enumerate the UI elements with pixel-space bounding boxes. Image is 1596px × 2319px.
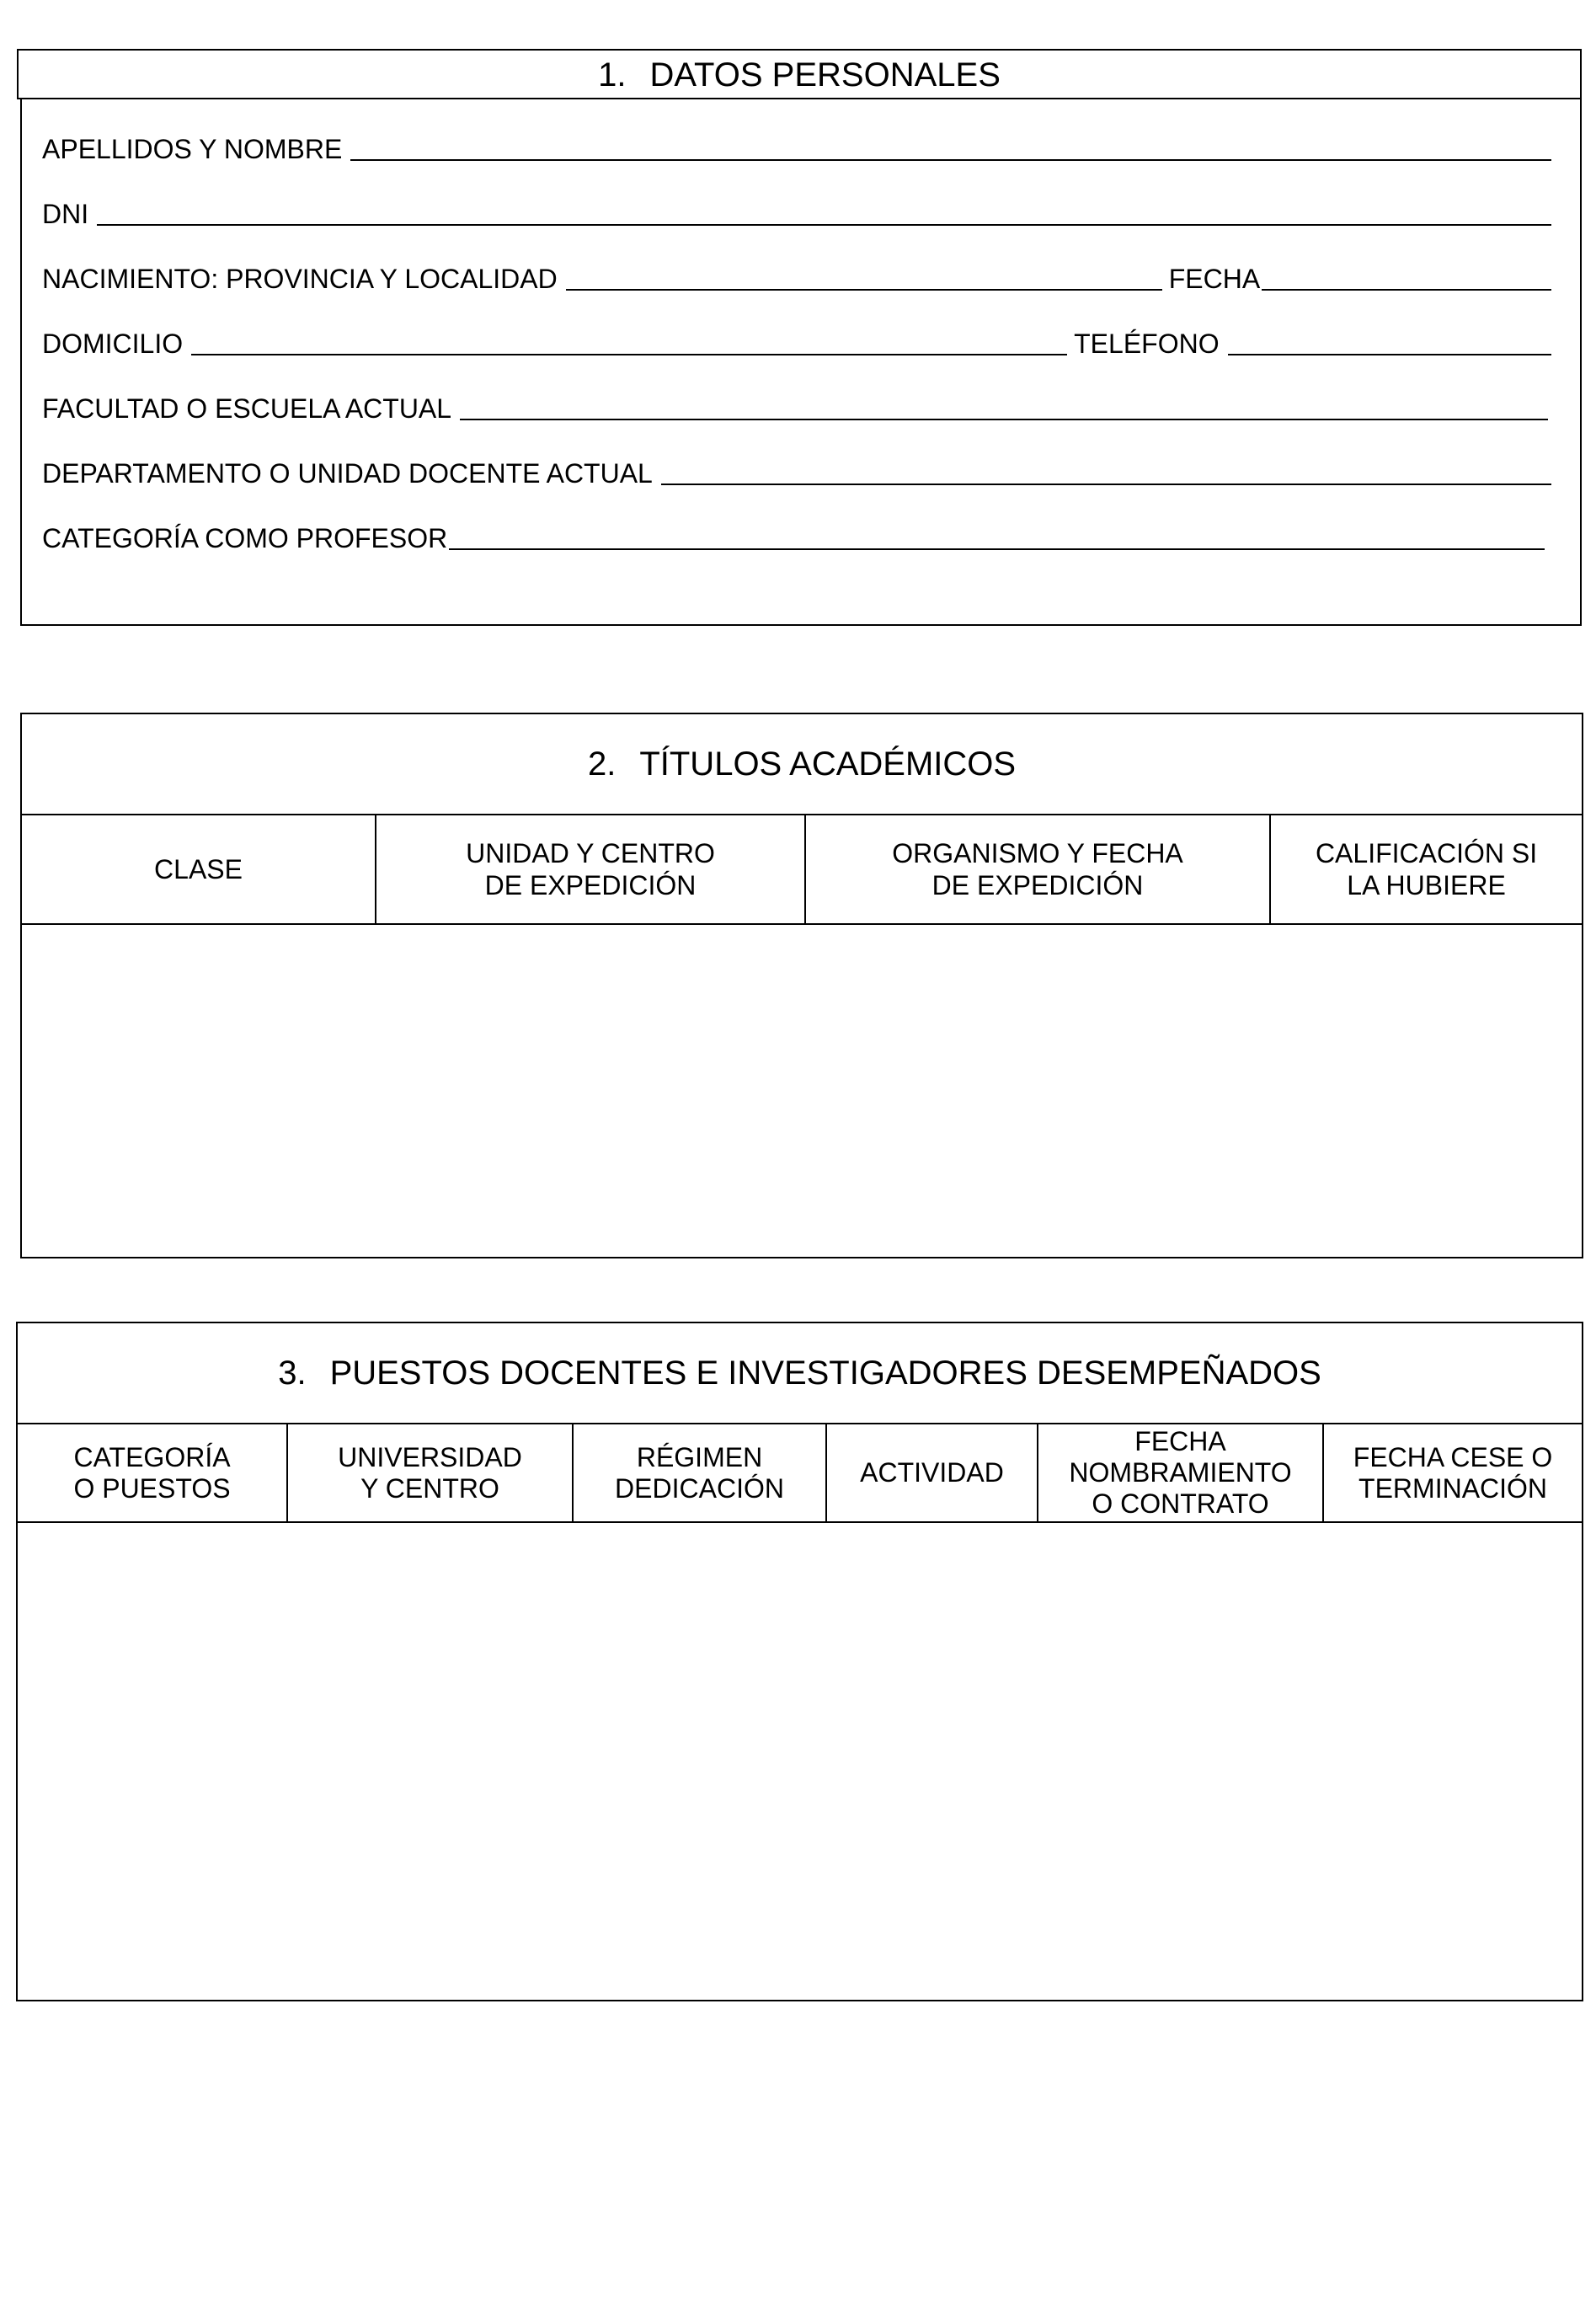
nacimiento-label: NACIMIENTO: PROVINCIA Y LOCALIDAD <box>42 264 558 294</box>
section-3-title-text: PUESTOS DOCENTES E INVESTIGADORES DESEMPEÑADOS <box>329 1355 1321 1392</box>
column-header-organismo-fecha <box>805 815 1270 924</box>
domicilio-line[interactable] <box>191 354 1067 355</box>
section-3-title <box>17 1322 1583 1424</box>
column-header-actividad <box>826 1424 1038 1522</box>
column-header-label: RÉGIMEN DEDICACIÓN <box>615 1441 784 1504</box>
section-3-number: 3. <box>278 1355 307 1392</box>
column-header-label: FECHA CESE O TERMINACIÓN <box>1353 1441 1553 1504</box>
facultad-line[interactable] <box>460 419 1548 420</box>
departamento-label: DEPARTAMENTO O UNIDAD DOCENTE ACTUAL <box>42 458 653 489</box>
column-header-unidad-centro <box>376 815 805 924</box>
column-header-label: CATEGORÍA O PUESTOS <box>73 1441 231 1504</box>
academic-titles-entry-area[interactable] <box>21 924 1583 1258</box>
column-header-regimen-dedicacion <box>573 1424 826 1522</box>
nacimiento-field[interactable] <box>42 261 1551 295</box>
section-2-academic-titles-table <box>20 713 1583 1258</box>
fecha-label: FECHA <box>1168 264 1261 294</box>
departamento-field[interactable] <box>42 456 1551 489</box>
column-header-calificacion <box>1270 815 1583 924</box>
column-header-universidad-centro <box>287 1424 573 1522</box>
dni-label: DNI <box>42 199 89 229</box>
section-3-teaching-positions-table <box>16 1322 1583 2001</box>
telefono-label: TELÉFONO <box>1074 329 1220 359</box>
apellidos-nombre-field[interactable] <box>42 131 1551 165</box>
section-1-number: 1. <box>598 56 627 94</box>
section-1-personal-data-box <box>20 98 1582 626</box>
column-header-label: ACTIVIDAD <box>860 1457 1004 1488</box>
section-2-number: 2. <box>587 745 617 783</box>
column-header-label: CLASE <box>154 854 243 884</box>
column-header-clase <box>21 815 376 924</box>
column-header-label: UNIVERSIDAD Y CENTRO <box>338 1441 522 1504</box>
nacimiento-line[interactable] <box>566 289 1162 291</box>
facultad-label: FACULTAD O ESCUELA ACTUAL <box>42 393 452 424</box>
column-header-fecha-cese <box>1323 1424 1583 1522</box>
categoria-profesor-label: CATEGORÍA COMO PROFESOR <box>42 523 448 553</box>
categoria-profesor-line[interactable] <box>449 548 1545 550</box>
dni-field[interactable] <box>42 196 1551 230</box>
dni-line[interactable] <box>97 224 1551 226</box>
fecha-line[interactable] <box>1262 289 1551 291</box>
teaching-positions-entry-area[interactable] <box>17 1522 1583 2001</box>
section-2-title-text: TÍTULOS ACADÉMICOS <box>639 745 1017 783</box>
column-header-categoria-puestos <box>17 1424 287 1522</box>
column-header-label: UNIDAD Y CENTRO DE EXPEDICIÓN <box>466 838 715 900</box>
facultad-field[interactable] <box>42 391 1551 425</box>
column-header-fecha-nombramiento <box>1038 1424 1323 1522</box>
column-header-label: CALIFICACIÓN SI LA HUBIERE <box>1315 838 1538 900</box>
column-header-label: ORGANISMO Y FECHA DE EXPEDICIÓN <box>892 838 1183 900</box>
apellidos-nombre-label: APELLIDOS Y NOMBRE <box>42 134 343 164</box>
section-2-title <box>21 713 1583 815</box>
categoria-profesor-field[interactable] <box>42 521 1551 554</box>
section-1-title-text: DATOS PERSONALES <box>649 56 1001 94</box>
domicilio-field[interactable] <box>42 326 1551 360</box>
domicilio-label: DOMICILIO <box>42 329 184 359</box>
section-1-title <box>17 49 1582 99</box>
departamento-line[interactable] <box>661 484 1551 485</box>
column-header-label: FECHA NOMBRAMIENTO O CONTRATO <box>1069 1426 1292 1519</box>
apellidos-nombre-line[interactable] <box>350 159 1551 161</box>
telefono-line[interactable] <box>1228 354 1551 355</box>
